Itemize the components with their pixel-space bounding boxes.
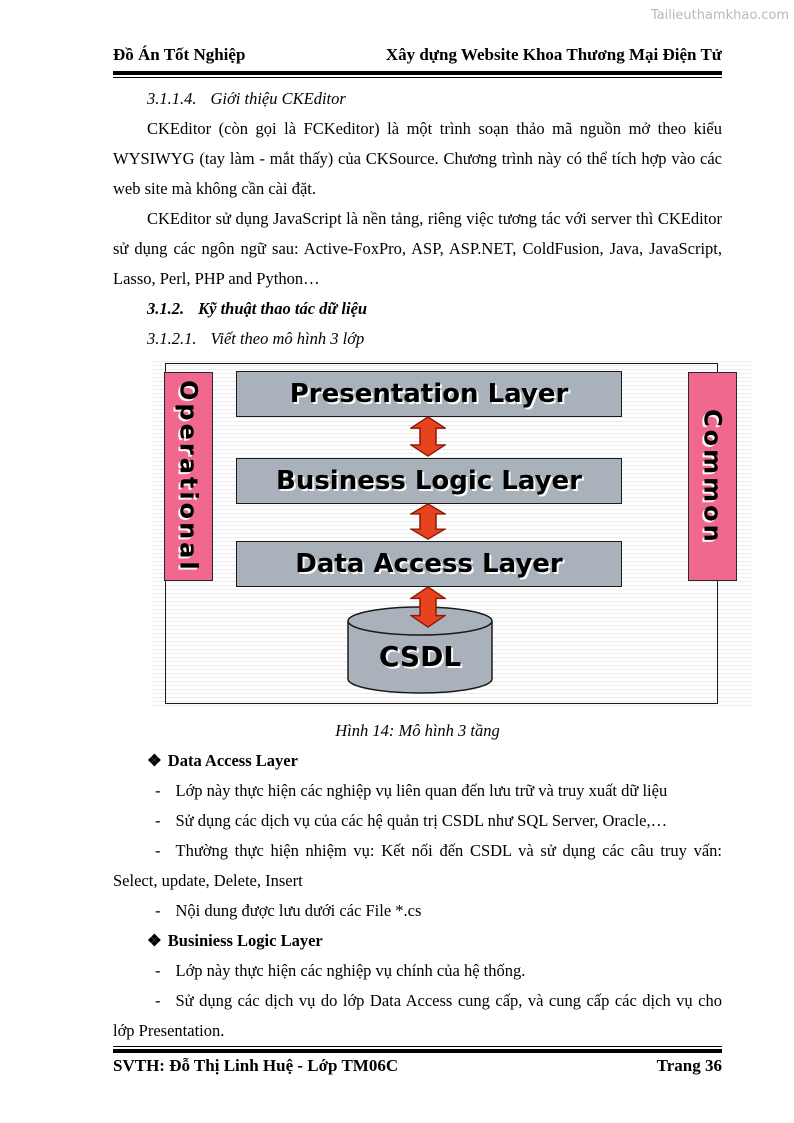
list-item: [113, 896, 722, 926]
diamond-bullet-icon: ❖: [147, 751, 162, 770]
section-number: 3.1.2.: [147, 299, 185, 318]
section-heading-3121: [113, 324, 722, 354]
diamond-bullet-icon: ❖: [147, 931, 162, 950]
dash-bullet: -: [155, 991, 161, 1010]
layer-box-data-access: Data Access Layer: [236, 541, 622, 587]
list-item: [113, 986, 722, 1046]
list-heading-business-logic: [113, 926, 722, 956]
operational-bar: Operational: [164, 372, 213, 581]
section-title: Kỹ thuật thao tác dữ liệu: [198, 299, 368, 318]
section-title: Viết theo mô hình 3 lớp: [210, 329, 365, 348]
header-rule: [113, 71, 722, 78]
layer-box-presentation: Presentation Layer: [236, 371, 622, 417]
list-heading-label: Businiess Logic Layer: [167, 931, 323, 950]
paragraph-ckeditor-languages: CKEditor sử dụng JavaScript là nền tảng, riêng việc tương tác với server thì CKEditor sử dụng các ngôn ngữ sau: Active-FoxPro, ASP, ASP.NET, ColdFusion, Java, JavaScript, Lasso, Perl, PHP and Python…: [113, 209, 722, 288]
dash-bullet: -: [155, 781, 161, 800]
section-number: 3.1.2.1.: [147, 329, 197, 348]
list-item: [113, 776, 722, 806]
footer-page-number: Trang 36: [656, 1056, 722, 1075]
header-title-right: Xây dựng Website Khoa Thương Mại Điện Tử: [385, 45, 722, 64]
list-heading-data-access: [113, 746, 722, 776]
page-header: [113, 45, 722, 65]
footer-author: SVTH: Đỗ Thị Linh Huệ - Lớp TM06C: [113, 1056, 399, 1075]
list-item-text: Lớp này thực hiện các nghiệp vụ chính của hệ thống.: [175, 961, 526, 980]
double-arrow-icon: [410, 416, 446, 457]
section-heading-312: [113, 294, 722, 324]
dash-bullet: -: [155, 811, 161, 830]
footer-rule: [113, 1046, 722, 1053]
list-item-text: Nội dung được lưu dưới các File *.cs: [175, 901, 422, 920]
section-heading-3114: [113, 84, 722, 114]
common-bar: Common: [688, 372, 737, 581]
layer-box-business-logic: Business Logic Layer: [236, 458, 622, 504]
list-item-text: Sử dụng các dịch vụ của các hệ quản trị CSDL như SQL Server, Oracle,…: [175, 811, 668, 830]
list-item: [113, 956, 722, 986]
list-item-text: Thường thực hiện nhiệm vụ: Kết nối đến CSDL và sử dụng các câu truy vấn: Select, update, Delete, Insert: [113, 841, 722, 890]
section-number: 3.1.1.4.: [147, 89, 197, 108]
figure-caption: Hình 14: Mô hình 3 tầng: [335, 721, 500, 740]
double-arrow-icon: [410, 503, 446, 540]
section-title: Giới thiệu CKEditor: [210, 89, 346, 108]
page-footer: [113, 1056, 722, 1076]
list-heading-label: Data Access Layer: [167, 751, 298, 770]
list-item: [113, 836, 722, 896]
double-arrow-icon: [410, 586, 446, 628]
list-item-text: Sử dụng các dịch vụ do lớp Data Access cung cấp, và cung cấp các dịch vụ cho lớp Presentation.: [113, 991, 722, 1040]
document-body: [113, 84, 727, 1046]
dash-bullet: -: [155, 961, 161, 980]
database-label: CSDL: [378, 640, 462, 673]
list-item: [113, 806, 722, 836]
header-title-left: Đồ Án Tốt Nghiệp: [113, 45, 246, 64]
dash-bullet: -: [155, 841, 161, 860]
watermark: Tailieuthamkhao.com: [650, 8, 789, 23]
dash-bullet: -: [155, 901, 161, 920]
three-tier-diagram: [152, 358, 752, 708]
paragraph-ckeditor-intro: CKEditor (còn gọi là FCKeditor) là một trình soạn thảo mã nguồn mở theo kiểu WYSIWYG (tay làm - mắt thấy) của CKSource. Chương trình này có thể tích hợp vào các web site mà không cần cài đặt.: [113, 119, 722, 198]
list-item-text: Lớp này thực hiện các nghiệp vụ liên quan đến lưu trữ và truy xuất dữ liệu: [175, 781, 668, 800]
